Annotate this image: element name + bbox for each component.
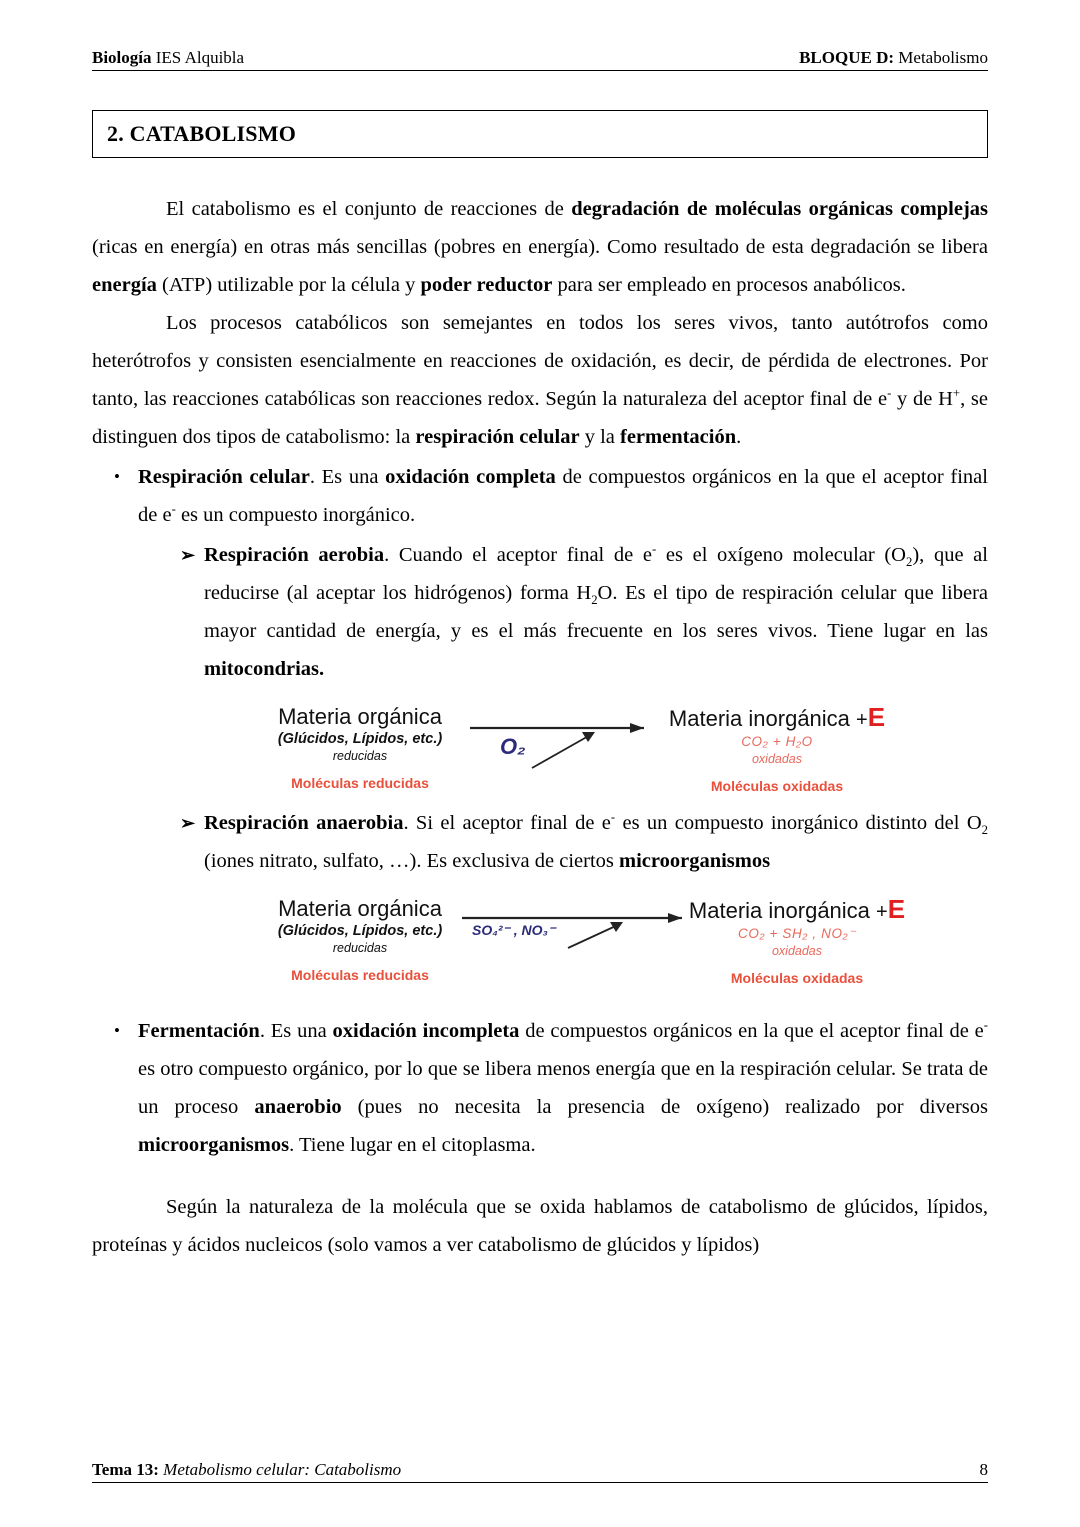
sub2-lead: Respiración anaerobia — [204, 812, 404, 834]
paragraph-conclusion: Según la naturaleza de la molécula que se oxida hablamos de catabolismo de glúcidos, lípidos, proteínas y ácidos nucleicos (solo vamos a ver catabolismo de glúcidos y lípidos) — [92, 1196, 988, 1256]
list-item-text — [138, 458, 988, 534]
anaerobic-reactant-examples: (Glúcidos, Lípidos, etc.) — [277, 923, 443, 939]
b2-strong-oxidacion: oxidación incompleta — [332, 1020, 520, 1042]
sub2-subscript-o2: 2 — [981, 823, 988, 838]
sub1-t2: es el oxígeno molecular (O — [656, 544, 906, 566]
aerobic-product-name: Materia inorgánica — [668, 706, 850, 731]
header-school: IES Alquibla — [151, 48, 245, 67]
b2-t5: . Tiene lugar en el citoplasma. — [289, 1134, 536, 1156]
b2-lead: Fermentación — [138, 1020, 260, 1042]
aerobic-plus-sign: + — [856, 709, 868, 731]
header-block-label: BLOQUE D: — [799, 48, 895, 67]
sub-list-item-text — [204, 804, 988, 880]
aerobic-reactant-examples: (Glúcidos, Lípidos, etc.) — [277, 731, 443, 747]
sub2-t3: (iones nitrato, sulfato, …). Es exclusiva de ciertos — [204, 850, 620, 872]
footer-topic-label: Tema 13: — [92, 1460, 159, 1479]
sub2-superscript-electron: - — [610, 810, 616, 825]
section-title-box — [92, 110, 988, 158]
anaerobic-reactant-state: reducidas — [332, 941, 388, 955]
sub1-strong-mitocondrias: mitocondrias. — [204, 658, 325, 680]
aerobic-product-formula: CO₂ + H₂O — [741, 734, 813, 749]
p1-text-e: (ATP) utilizable por la célula y — [156, 274, 421, 296]
sub1-subscript-h2o: 2 — [591, 593, 598, 608]
p2-emphasis-respiracion: respiración celular — [415, 426, 580, 448]
p2-superscript-electron: - — [887, 386, 892, 401]
diagram-aerobic-respiration — [92, 704, 988, 800]
arrow-bullet-icon: ➢ — [180, 813, 196, 833]
header-subject: Biología — [92, 48, 152, 67]
anaerobic-product-caption: Moléculas oxidadas — [730, 970, 864, 986]
p2-text-b: y de H — [891, 388, 953, 410]
paragraph-intro — [92, 190, 988, 304]
document-body — [92, 190, 988, 1264]
sub2-strong-microorganismos: microorganismos — [619, 850, 771, 872]
document-footer — [92, 1460, 988, 1483]
b1-t1: . Es una — [309, 466, 386, 488]
p2-text-a: Los procesos catabólicos son semejantes en todos los seres vivos, tanto autótrofos como heterótrofos y consisten esencialmente en reacciones de oxidación, es decir, de pérdida de electrones. Por tanto, las reacciones catabólicas son reacciones redox. Según la naturaleza del aceptor final de e — [92, 312, 988, 410]
document-header — [92, 48, 988, 71]
b2-superscript-electron: - — [983, 1018, 988, 1033]
p2-superscript-proton: + — [952, 386, 961, 401]
list-item-respiracion-celular — [92, 458, 988, 534]
header-left — [92, 48, 244, 68]
footer-left — [92, 1460, 401, 1480]
anaerobic-reactant-caption: Moléculas reducidas — [291, 967, 429, 983]
sub1-t4: O. Es el tipo de respiración celular que libera mayor cantidad de energía, y es el más frecuente en los seres vivos. Tiene lugar en las — [204, 582, 989, 642]
p1-text-g: para ser empleado en procesos anabólicos. — [552, 274, 906, 296]
p2-emphasis-fermentacion: fermentación — [620, 426, 737, 448]
b1-superscript-electron: - — [171, 502, 176, 517]
anaerobic-product-state: oxidadas — [771, 944, 823, 958]
p1-text-a: El catabolismo es el conjunto de reacciones de — [166, 198, 572, 220]
aerobic-reactant-title: Materia orgánica — [278, 704, 442, 729]
b2-t2: de compuestos orgánicos en la que el aceptor final de e — [519, 1020, 984, 1042]
paragraph-spacer — [92, 1164, 988, 1188]
footer-topic-title: Metabolismo celular: Catabolismo — [158, 1460, 402, 1479]
aerobic-product-state: oxidadas — [751, 752, 803, 766]
b2-t4: (pues no necesita la presencia de oxígeno) realizado por diversos — [341, 1096, 988, 1118]
b1-t2: de compuestos orgánicos en la que el aceptor final de e — [138, 466, 988, 526]
list-item-respiracion-aerobia — [92, 536, 988, 688]
diagram-anaerobic-respiration — [92, 896, 988, 992]
anaerobic-product-title — [672, 896, 922, 925]
sub2-t2: es un compuesto inorgánico distinto del O — [615, 812, 982, 834]
sub1-subscript-o2: 2 — [905, 555, 913, 570]
p2-text-c: , se distinguen dos tipos de catabolismo: la — [92, 388, 988, 448]
p1-emphasis-energia: energía — [92, 274, 157, 296]
arrow-bullet-icon: ➢ — [180, 545, 196, 565]
header-right — [799, 48, 988, 68]
anaerobic-catalyst-label: SO₄²⁻ , NO₃⁻ — [472, 922, 556, 938]
sub2-t1: . Si el aceptor final de e — [403, 812, 611, 834]
p2-text-g: . — [736, 426, 742, 448]
sub1-lead: Respiración aerobia — [204, 544, 385, 566]
p1-emphasis-degradacion: degradación de moléculas orgánicas complejas — [571, 198, 988, 220]
anaerobic-reactant-title: Materia orgánica — [278, 896, 442, 921]
list-item-fermentacion — [92, 1012, 988, 1164]
aerobic-product-title — [652, 704, 902, 733]
anaerobic-product-formula: CO₂ + SH₂ , NO₂⁻ — [737, 926, 857, 941]
anaerobic-plus-sign: + — [876, 901, 888, 923]
list-item-respiracion-anaerobia — [92, 804, 988, 880]
aerobic-reactant-state: reducidas — [332, 749, 388, 763]
anaerobic-reactant-group — [260, 896, 460, 984]
header-block-topic: Metabolismo — [894, 48, 988, 67]
page-number: 8 — [979, 1460, 988, 1479]
sub-list-item-text — [204, 536, 988, 688]
aerobic-reactant-caption: Moléculas reducidas — [291, 775, 429, 791]
anaerobic-energy-symbol: E — [887, 894, 906, 924]
bullet-marker-icon: • — [114, 1021, 120, 1040]
paragraph-procesos — [92, 304, 988, 456]
sub1-t3: ), que al reducirse (al aceptar los hidrógenos) forma H — [204, 544, 988, 604]
p2-text-e: y la — [579, 426, 620, 448]
list-item-text — [138, 1012, 988, 1164]
sub1-t1: . Cuando el aceptor final de e — [384, 544, 652, 566]
page-title: 2. CATABOLISMO — [107, 121, 297, 146]
aerobic-reactant-group — [260, 704, 460, 792]
aerobic-energy-symbol: E — [867, 702, 886, 732]
p1-text-c: (ricas en energía) en otras más sencillas (pobres en energía). Como resultado de esta degradación se libera — [92, 236, 988, 258]
aerobic-catalyst-label: O₂ — [500, 734, 526, 759]
bullet-marker-icon: • — [114, 467, 120, 486]
aerobic-product-caption: Moléculas oxidadas — [710, 778, 844, 794]
aerobic-product-group — [652, 704, 902, 795]
b2-strong-microorganismos: microorganismos — [138, 1134, 290, 1156]
anaerobic-product-name: Materia inorgánica — [688, 898, 870, 923]
b1-strong: oxidación completa — [385, 466, 556, 488]
sub1-superscript-electron: - — [652, 542, 657, 557]
p1-emphasis-poder-reductor: poder reductor — [420, 274, 553, 296]
b2-t3: es otro compuesto orgánico, por lo que se libera menos energía que en la respiración celular. Se trata de un proceso — [138, 1058, 988, 1118]
b1-t3: es un compuesto inorgánico. — [175, 504, 416, 526]
b2-strong-anaerobio: anaerobio — [254, 1096, 342, 1118]
b1-lead: Respiración celular — [138, 466, 310, 488]
b2-t1: . Es una — [259, 1020, 333, 1042]
anaerobic-product-group — [672, 896, 922, 987]
